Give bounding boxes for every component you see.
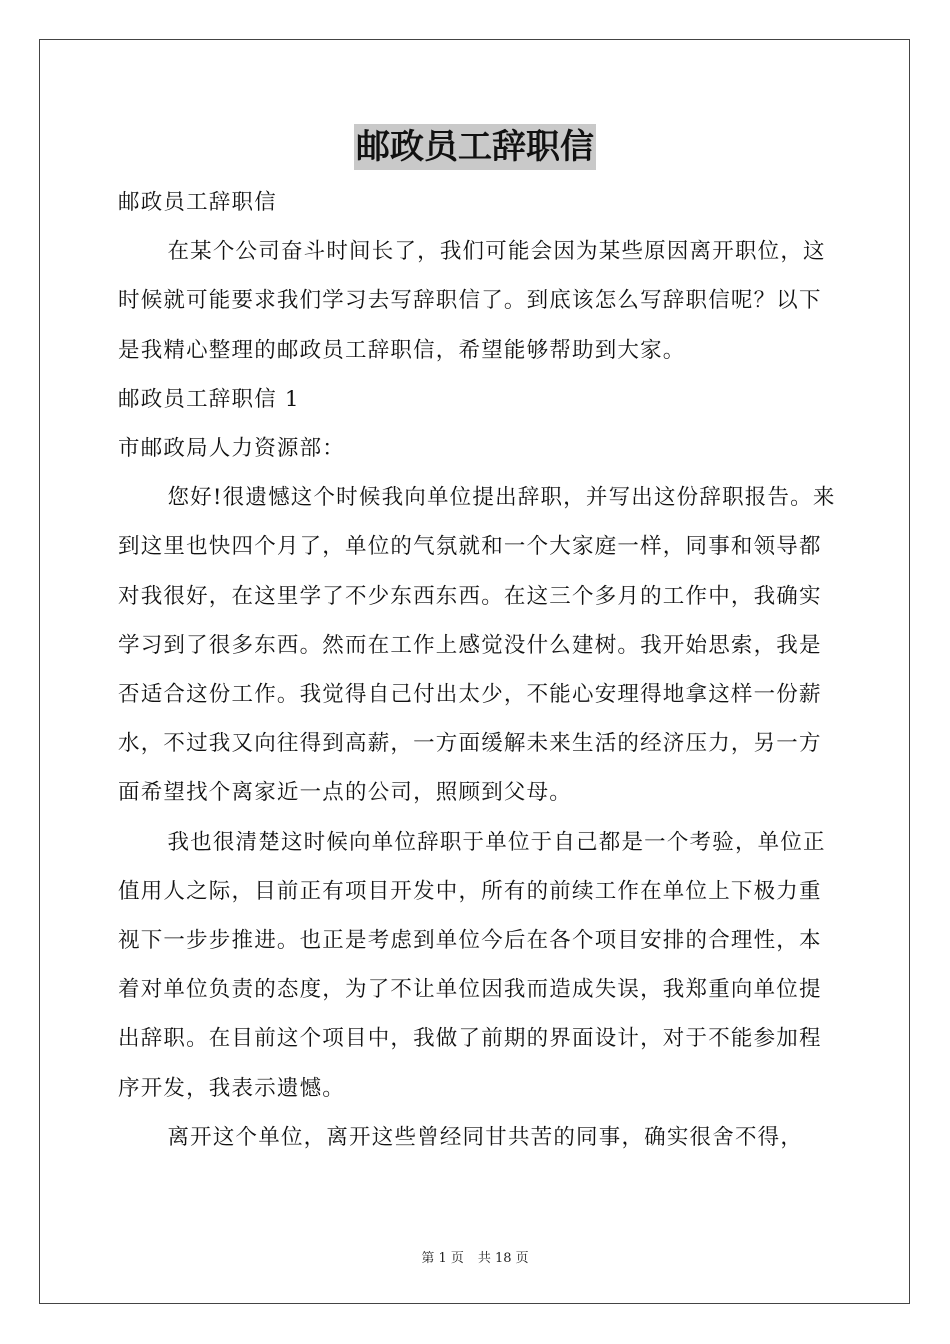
intro-paragraph: 在某个公司奋斗时间长了，我们可能会因为某些原因离开职位，这时候就可能要求我们学习去写辞职信了。到底该怎么写辞职信呢？以下是我精心整理的邮政员工辞职信，希望能够帮助到大家。 xyxy=(118,239,826,363)
page-footer xyxy=(0,1247,950,1266)
title-container xyxy=(0,124,950,170)
section-heading: 邮政员工辞职信 1 xyxy=(118,386,300,412)
subtitle-paragraph: 邮政员工辞职信 xyxy=(118,190,277,215)
page-number: 第 1 页 xyxy=(421,1251,464,1266)
body-paragraph: 您好!很遗憾这个时候我向单位提出辞职，并写出这份辞职报告。来到这里也快四个月了，单位的气氛就和一个大家庭一样，同事和领导都对我很好，在这里学了不少东西东西。在这三个多月的工作中，我确实学习到了很多东西。然而在工作上感觉没什么建树。我开始思索，我是否适合这份工作。我觉得自己付出太少，不能心安理得地拿这样一份薪水，不过我又向往得到高薪，一方面缓解未来生活的经济压力，另一方面希望找个离家近一点的公司，照顾到父母。 xyxy=(118,485,836,806)
document-title: 邮政员工辞职信 xyxy=(354,124,596,170)
body-paragraph: 我也很清楚这时候向单位辞职于单位于自己都是一个考验，单位正值用人之际，目前正有项目开发中，所有的前续工作在单位上下极力重视下一步步推进。也正是考虑到单位今后在各个项目安排的合理性，本着对单位负责的态度，为了不让单位因我而造成失误，我郑重向单位提出辞职。在目前这个项目中，我做了前期的界面设计，对于不能参加程序开发，我表示遗憾。 xyxy=(118,829,826,1101)
page-total: 共 18 页 xyxy=(477,1251,529,1266)
body-paragraph: 离开这个单位，离开这些曾经同甘共苦的同事，确实很舍不得， xyxy=(167,1124,804,1150)
salutation: 市邮政局人力资源部： xyxy=(118,436,346,462)
document-body xyxy=(118,178,838,1162)
